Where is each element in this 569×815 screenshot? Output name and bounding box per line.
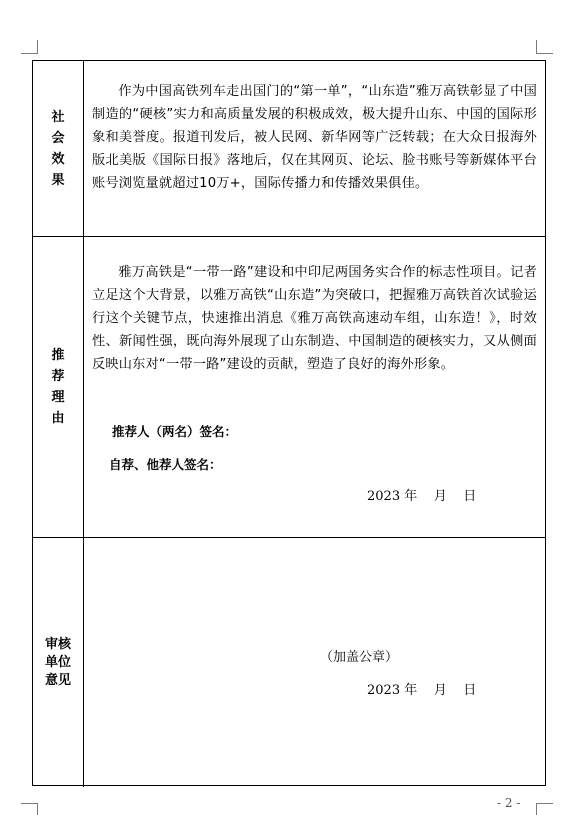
content-cell-effect: [84, 61, 545, 236]
row-label-review: 审核单位意见: [44, 636, 71, 688]
content-cell-review: [84, 538, 545, 787]
crop-mark-top-right-v: [536, 40, 537, 54]
content-cell-reason: [84, 237, 545, 537]
table-row-effect: [33, 61, 545, 237]
crop-mark-top-left-v: [37, 40, 38, 54]
review-date: 2023 年 月 日: [367, 683, 477, 698]
crop-mark-top-left-h: [21, 53, 37, 54]
table-row-review: [33, 538, 545, 787]
reason-paragraph: 雅万高铁是“一带一路”建设和中印尼两国务实合作的标志性项目。记者立足这个大背景，以雅万高铁“山东造”为突破口，把握雅万高铁首次试验运行这个关键节点，快速推出消息《雅万高铁高速动车组，山东造！》，时效性、新闻性强，既向海外展现了山东制造、中国制造的硬核实力，又从侧面反映山东对“一带一路”建设的贡献，塑造了良好的海外形象。: [92, 265, 537, 372]
label-cell-review: [33, 538, 84, 787]
page-number: - 2 -: [497, 796, 521, 810]
crop-mark-bottom-right-v: [536, 803, 537, 815]
crop-mark-top-right-h: [537, 53, 553, 54]
crop-mark-bottom-right-h: [537, 803, 553, 804]
official-seal-note: （加盖公章）: [320, 650, 399, 665]
form-table: [32, 60, 546, 786]
row-label-effect: 社会效果: [51, 109, 65, 188]
crop-mark-bottom-left-h: [21, 803, 37, 804]
label-cell-reason: [33, 237, 84, 537]
row-label-reason: 推荐理由: [51, 348, 65, 426]
table-row-reason: [33, 237, 545, 538]
effect-paragraph: 作为中国高铁列车走出国门的“第一单”，“山东造”雅万高铁彰显了中国制造的“硬核”实力和高质量发展的积极成效，极大提升山东、中国的国际形象和美誉度。报道刊发后，被人民网、新华网等广泛转载；在大众日报海外版北美版《国际日报》落地后，仅在其网页、论坛、脸书账号等新媒体平台账号浏览量就超过10万+，国际传播力和传播效果俱佳。: [92, 84, 537, 191]
self-recommender-signature-label: 自荐、他荐人签名：: [109, 457, 222, 472]
crop-mark-bottom-left-v: [37, 803, 38, 815]
reason-date: 2023 年 月 日: [367, 489, 477, 504]
recommender-signature-label: 推荐人（两名）签名：: [112, 424, 238, 439]
label-cell-effect: [33, 61, 84, 236]
